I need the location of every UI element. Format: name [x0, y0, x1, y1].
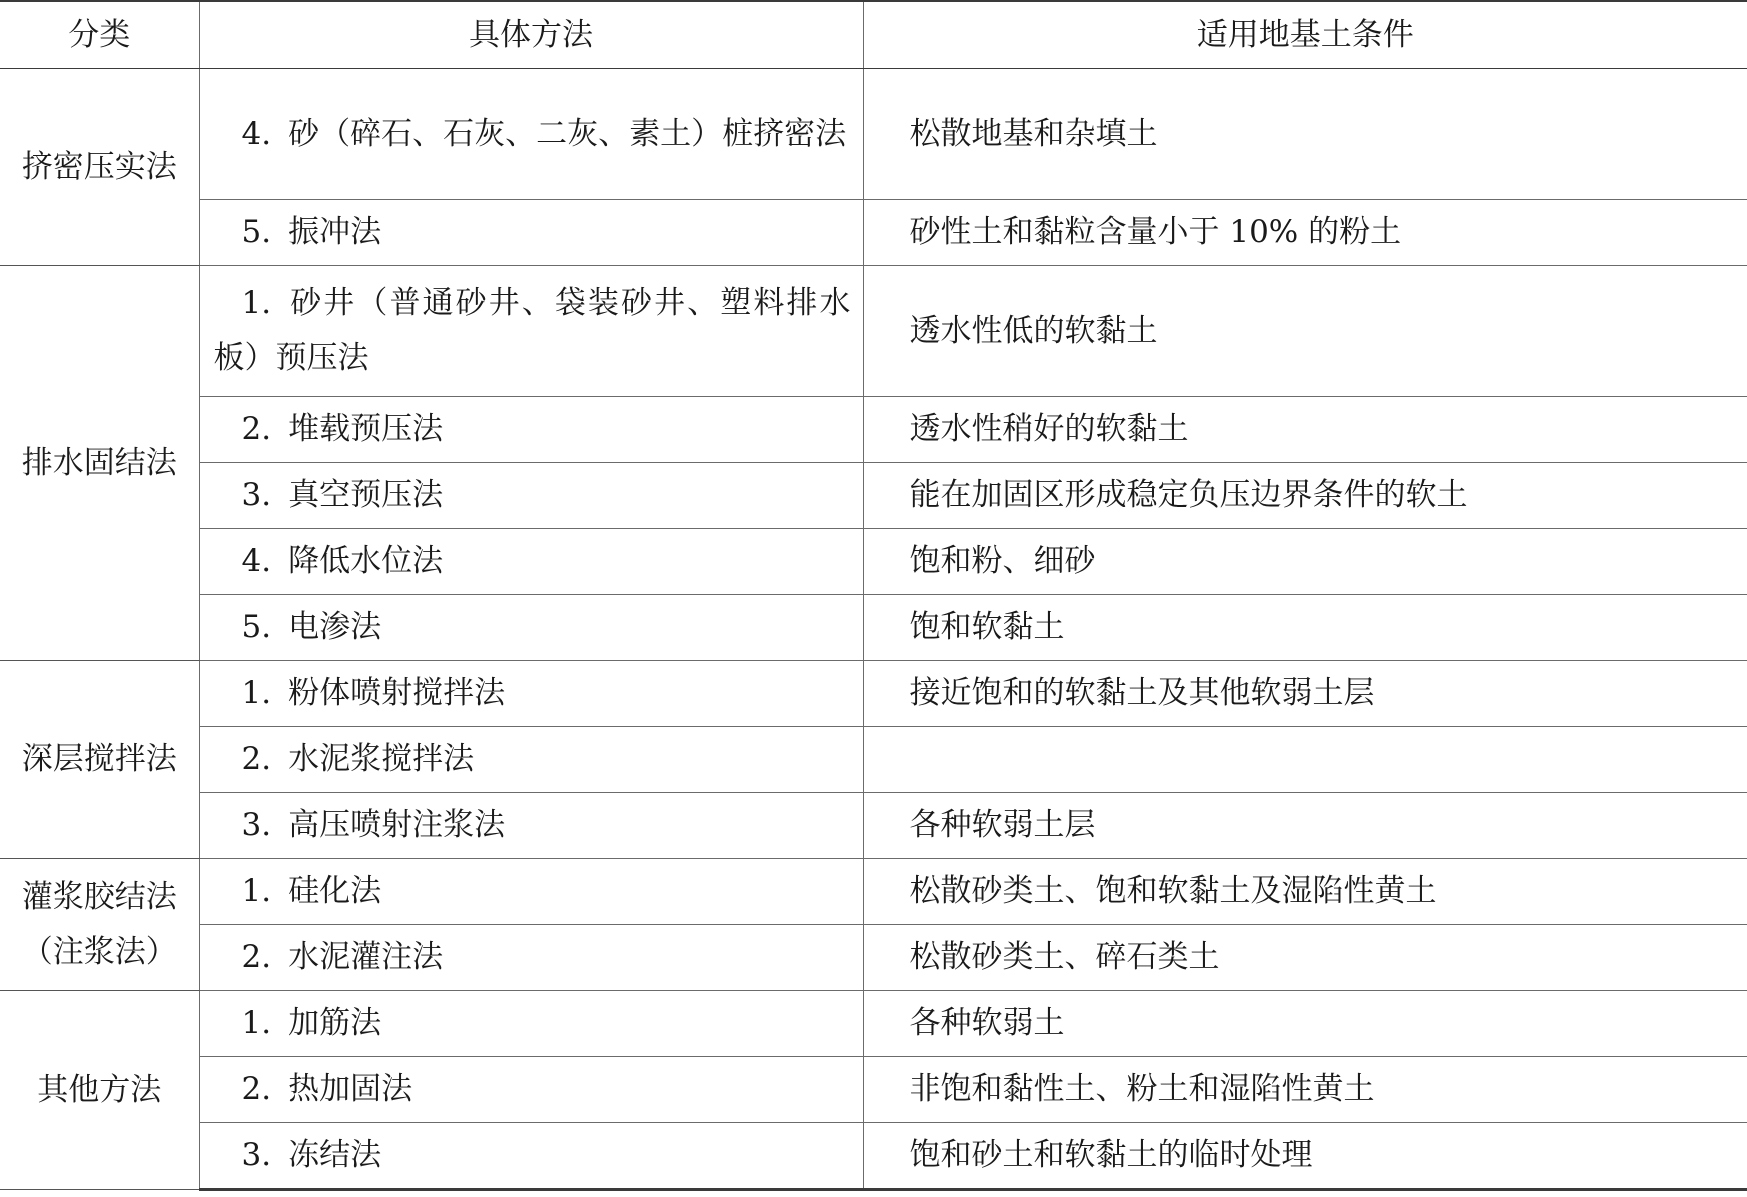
method-cell [199, 859, 863, 925]
table-row [0, 859, 1747, 925]
header-method: 具体方法 [199, 1, 863, 69]
method-text: 砂（碎石、石灰、二灰、素土）桩挤密法 [288, 115, 847, 152]
condition-cell: 饱和砂土和软黏土的临时处理 [863, 1123, 1747, 1190]
method-text: 高压喷射注浆法 [288, 807, 506, 843]
header-condition: 适用地基土条件 [863, 1, 1747, 69]
method-text: 硅化法 [288, 873, 382, 909]
condition-cell: 接近饱和的软黏土及其他软弱土层 [863, 661, 1747, 727]
method-number: 5. [241, 214, 272, 250]
method-cell [199, 793, 863, 859]
header-category: 分类 [0, 1, 199, 69]
table-row [0, 595, 1747, 661]
condition-cell: 松散砂类土、碎石类土 [863, 925, 1747, 991]
table-row [0, 69, 1747, 200]
method-number: 4. [241, 115, 272, 152]
table-header-row [0, 1, 1747, 69]
method-cell [199, 266, 863, 397]
condition-cell: 透水性低的软黏土 [863, 266, 1747, 397]
method-number: 1. [241, 873, 272, 909]
method-text: 冻结法 [288, 1137, 382, 1173]
table-row [0, 200, 1747, 266]
table-row [0, 793, 1747, 859]
method-cell [199, 661, 863, 727]
table-row [0, 397, 1747, 463]
method-cell [199, 1123, 863, 1190]
condition-cell: 砂性土和黏粒含量小于 10% 的粉土 [863, 200, 1747, 266]
condition-cell: 非饱和黏性土、粉土和湿陷性黄土 [863, 1057, 1747, 1123]
method-number: 3. [241, 477, 272, 513]
method-number: 4. [241, 543, 272, 579]
method-number: 2. [241, 1071, 272, 1107]
condition-cell: 能在加固区形成稳定负压边界条件的软土 [863, 463, 1747, 529]
method-text: 真空预压法 [288, 477, 444, 513]
method-text: 堆载预压法 [288, 411, 444, 447]
table-row [0, 529, 1747, 595]
category-cell: 深层搅拌法 [0, 661, 199, 859]
table-row [0, 925, 1747, 991]
condition-cell: 饱和粉、细砂 [863, 529, 1747, 595]
table-row [0, 727, 1747, 793]
method-cell [199, 991, 863, 1057]
method-cell [199, 727, 863, 793]
method-text: 振冲法 [288, 214, 382, 250]
method-text: 加筋法 [288, 1005, 382, 1041]
method-text: 热加固法 [288, 1071, 413, 1107]
method-number: 2. [241, 741, 272, 777]
method-number: 3. [241, 807, 272, 843]
condition-cell: 各种软弱土层 [863, 793, 1747, 859]
condition-cell [863, 727, 1747, 793]
table-row [0, 991, 1747, 1057]
method-cell [199, 529, 863, 595]
method-cell [199, 595, 863, 661]
method-number: 5. [241, 609, 272, 645]
method-cell [199, 200, 863, 266]
condition-cell: 松散砂类土、饱和软黏土及湿陷性黄土 [863, 859, 1747, 925]
condition-cell: 饱和软黏土 [863, 595, 1747, 661]
table-row [0, 463, 1747, 529]
category-cell: 灌浆胶结法（注浆法） [0, 859, 199, 991]
condition-cell: 各种软弱土 [863, 991, 1747, 1057]
method-text: 粉体喷射搅拌法 [288, 675, 506, 711]
table-row [0, 1123, 1747, 1190]
method-number: 2. [241, 939, 272, 975]
method-cell [199, 925, 863, 991]
table-row [0, 661, 1747, 727]
category-cell: 排水固结法 [0, 266, 199, 661]
method-number: 2. [241, 411, 272, 447]
condition-cell: 透水性稍好的软黏土 [863, 397, 1747, 463]
method-number: 3. [241, 1137, 272, 1173]
method-text: 降低水位法 [288, 543, 444, 579]
method-cell [199, 463, 863, 529]
table-row [0, 266, 1747, 397]
method-text: 水泥灌注法 [288, 939, 444, 975]
method-text: 砂井（普通砂井、袋装砂井、塑料排水板）预压法 [213, 285, 851, 376]
condition-cell: 松散地基和杂填土 [863, 69, 1747, 200]
table-row [0, 1057, 1747, 1123]
method-text: 电渗法 [288, 609, 382, 645]
method-number: 1. [241, 675, 272, 711]
method-cell [199, 1057, 863, 1123]
method-text: 水泥浆搅拌法 [288, 741, 475, 777]
category-cell: 其他方法 [0, 991, 199, 1190]
method-cell [199, 69, 863, 200]
method-number: 1. [241, 1005, 272, 1041]
method-number: 1. [241, 285, 272, 321]
category-cell: 挤密压实法 [0, 69, 199, 266]
method-cell [199, 397, 863, 463]
